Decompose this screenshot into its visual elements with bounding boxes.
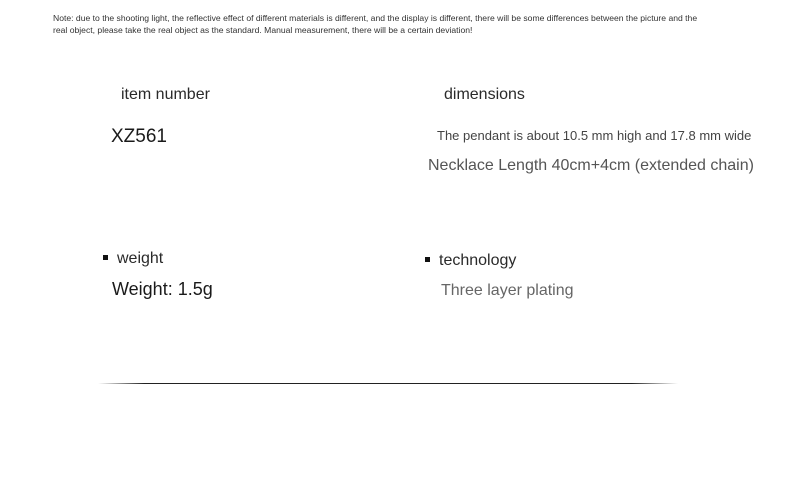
necklace-length-text: Necklace Length 40cm+4cm (extended chain) [428, 157, 754, 174]
disclaimer-note: Note: due to the shooting light, the reflective effect of different materials is different, and the display is different, there will be some differences between the picture and the real object, please take the real object as the standard. Manual measurement, there will be a certain deviation! [53, 13, 698, 35]
weight-value: Weight: 1.5g [112, 279, 213, 299]
weight-label: weight [117, 250, 164, 267]
item-number-label: item number [121, 86, 210, 103]
technology-label: technology [439, 252, 517, 269]
weight-heading [103, 250, 163, 268]
dimensions-heading [430, 86, 525, 104]
pendant-size-text: The pendant is about 10.5 mm high and 17.8 mm wide [437, 128, 752, 143]
technology-heading [425, 252, 516, 270]
bullet-icon [425, 257, 430, 262]
section-divider [98, 383, 678, 384]
spacer [107, 94, 112, 99]
item-number-value: XZ561 [111, 126, 167, 147]
spacer [430, 94, 435, 99]
bullet-icon [103, 255, 108, 260]
item-number-heading [107, 86, 210, 104]
dimensions-label: dimensions [444, 86, 525, 103]
technology-value: Three layer plating [441, 282, 574, 299]
